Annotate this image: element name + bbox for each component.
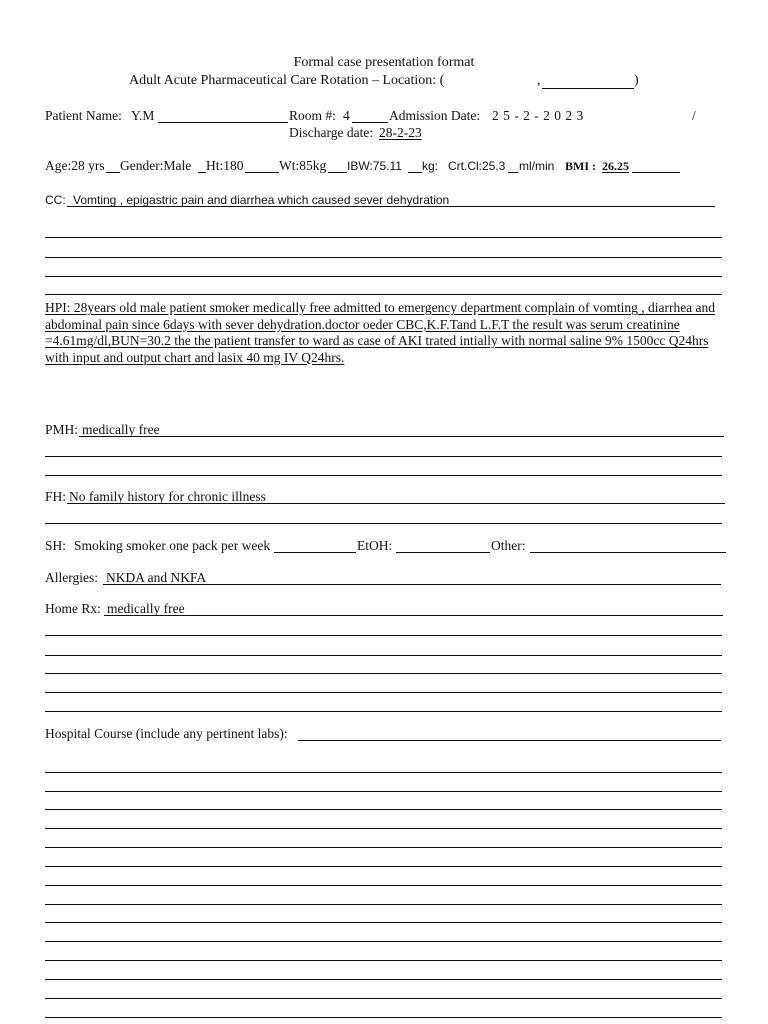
other-label: Other: <box>491 538 526 553</box>
home-rx-line-2 <box>45 655 722 656</box>
hospital-course-line-9 <box>45 922 722 923</box>
cc-line-4 <box>45 294 722 295</box>
weight-field: Wt:85kg <box>279 158 327 173</box>
bmi-value: 26.25 <box>602 159 629 173</box>
other-blank <box>530 552 726 553</box>
crcl-unit: ml/min <box>519 159 555 173</box>
location-close-paren: ) <box>634 73 639 88</box>
pmh-value: medically free <box>82 422 160 437</box>
patient-name-blank <box>158 122 288 123</box>
form-subtitle: Adult Acute Pharmaceutical Care Rotation – Location: ( <box>129 73 445 88</box>
hospital-course-line-5 <box>45 847 722 848</box>
home-rx-label: Home Rx: <box>45 601 101 616</box>
sh-label: SH: <box>45 538 67 553</box>
bmi-label: BMI : <box>565 159 596 173</box>
weight-blank <box>328 172 347 173</box>
room-label: Room #: <box>289 108 336 123</box>
hospital-course-line-13 <box>45 998 722 999</box>
cc-line-3 <box>45 276 722 277</box>
hospital-course-line-10 <box>45 941 722 942</box>
room-value: 4 <box>343 108 350 123</box>
hpi-text: 28years old male patient smoker medically free admitted to emergency department complain of vomting , diarrhea and abdominal pain since 6days with sever dehydration.doctor oeder CBC,K.F.Tand L.F.T the result was serum creatinine =4.61mg/dl,BUN=30.2 the the patient transfer to ward as case of AKI trated intially with normal saline 9% 1500cc Q24hrs with input and output chart and lasix 40 mg IV Q24hrs. <box>45 300 716 365</box>
height-blank <box>245 172 279 173</box>
hospital-course-line-4 <box>45 828 722 829</box>
gender-blank <box>198 172 206 173</box>
form-title: Formal case presentation format <box>293 55 475 70</box>
cc-line-1 <box>45 237 722 238</box>
hospital-course-blank <box>298 740 721 741</box>
fh-value: No family history for chronic illness <box>69 489 266 504</box>
patient-name-label: Patient Name: <box>45 108 122 123</box>
ibw-field: IBW:75.11 <box>347 159 402 173</box>
discharge-date-label: Discharge date: <box>289 125 374 140</box>
hospital-course-label: Hospital Course (include any pertinent labs): <box>45 726 288 741</box>
hospital-course-line-1 <box>45 772 722 773</box>
pmh-underline <box>79 436 724 437</box>
cc-value: Vomting , epigastric pain and diarrhea which caused sever dehydration <box>73 193 450 207</box>
etoh-label: EtOH: <box>357 538 393 553</box>
height-field: Ht:180 <box>206 158 244 173</box>
location-comma: , <box>537 73 541 88</box>
hospital-course-line-3 <box>45 809 722 810</box>
fh-label: FH: <box>45 489 67 504</box>
room-blank <box>352 122 388 123</box>
pmh-line-1 <box>45 456 722 457</box>
gender-field: Gender:Male <box>120 158 192 173</box>
fh-line-1 <box>45 523 722 524</box>
ibw-unit: kg: <box>422 159 439 173</box>
hospital-course-line-7 <box>45 885 722 886</box>
etoh-blank <box>396 552 490 553</box>
hospital-course-line-14 <box>45 1017 722 1018</box>
age-blank <box>106 172 120 173</box>
ibw-blank <box>408 172 422 173</box>
allergies-value: NKDA and NKFA <box>106 570 207 585</box>
pmh-line-2 <box>45 475 722 476</box>
cc-line-2 <box>45 257 722 258</box>
discharge-date-value: 28-2-23 <box>379 125 422 140</box>
date-slash: / <box>692 108 696 123</box>
crcl-blank <box>508 172 518 173</box>
crcl-field: Crt.Cl:25.3 <box>448 159 506 173</box>
pmh-label: PMH: <box>45 422 79 437</box>
hpi-block <box>45 300 735 366</box>
hospital-course-line-12 <box>45 979 722 980</box>
allergies-label: Allergies: <box>45 570 98 585</box>
sh-value: Smoking smoker one pack per week <box>74 538 271 553</box>
home-rx-line-4 <box>45 692 722 693</box>
home-rx-line-3 <box>45 673 722 674</box>
bmi-blank <box>632 172 680 173</box>
home-rx-line-5 <box>45 711 722 712</box>
admission-date-label: Admission Date: <box>389 108 481 123</box>
hospital-course-line-6 <box>45 866 722 867</box>
hospital-course-line-8 <box>45 904 722 905</box>
home-rx-underline <box>104 615 723 616</box>
home-rx-line-1 <box>45 635 722 636</box>
hpi-label: HPI: <box>45 300 71 315</box>
admission-date-value: 2 5 - 2 - 2 0 2 3 <box>492 108 584 123</box>
sh-blank <box>274 552 356 553</box>
cc-label: CC: <box>45 193 66 207</box>
patient-name-value: Y.M <box>131 108 155 123</box>
age-field: Age:28 yrs <box>45 158 105 173</box>
home-rx-value: medically free <box>107 601 185 616</box>
location-blank <box>542 88 634 89</box>
hospital-course-line-11 <box>45 960 722 961</box>
hospital-course-line-2 <box>45 791 722 792</box>
